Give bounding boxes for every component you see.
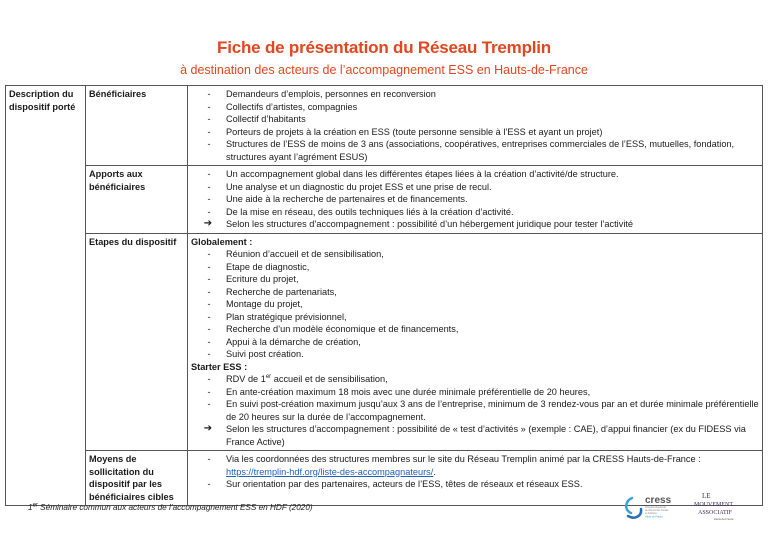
- row-label: Bénéficiaires: [86, 86, 188, 166]
- section-label: Description du dispositif porté: [6, 86, 86, 506]
- list-item: [191, 453, 759, 478]
- page-subtitle: à destination des acteurs de l’accompagnement ESS en Hauts-de-France: [180, 63, 588, 77]
- list-item-text: Appui à la démarche de création,: [226, 336, 361, 347]
- dash-marker: -: [207, 89, 211, 99]
- row-label: Etapes du dispositif: [86, 233, 188, 451]
- list-item-text: Etape de diagnostic,: [226, 261, 310, 272]
- dash-marker: -: [207, 181, 211, 192]
- list-item-text: [226, 374, 388, 384]
- list-item-text: Porteurs de projets à la création en ESS (toute personne sensible à l’ESS et ayant un projet): [226, 126, 603, 137]
- table-row-apports: [6, 166, 763, 234]
- dash-marker: -: [207, 101, 211, 112]
- list-item-text: En ante-création maximum 18 mois avec une durée minimale préférentielle de 20 heures,: [226, 386, 591, 397]
- list-item-text: Recherche d’un modèle économique et de financements,: [226, 324, 459, 334]
- list-item-text: Recherche de partenariats,: [226, 286, 337, 297]
- table-row-beneficiaires: [6, 86, 763, 166]
- footer-note: [28, 503, 313, 512]
- list-item: [191, 138, 759, 163]
- footer-text: Séminaire commun aux acteurs de l’accompagnement ESS en HDF (2020): [37, 503, 313, 512]
- bullet-list: [191, 248, 759, 361]
- list-item: [191, 348, 759, 361]
- dash-marker: -: [207, 126, 211, 137]
- list-item: [191, 286, 759, 299]
- dash-marker: -: [207, 399, 211, 409]
- list-item: [191, 113, 759, 126]
- list-item-text: Ecriture du projet,: [226, 274, 299, 284]
- cress-line: Chambre Régionale: [645, 506, 667, 509]
- text-before: RDV de 1: [226, 374, 266, 384]
- list-item-text: En suivi post-création maximum jusqu’aux 3 ans de l’entreprise, minimum de 3 rendez-vous par an et durée minimale préférentielle de 20 heures sur la durée de l’accompagnement.: [226, 399, 759, 422]
- list-item: [191, 423, 759, 448]
- list-item: [191, 386, 759, 399]
- list-item: [191, 336, 759, 349]
- bullet-list: [191, 168, 759, 231]
- list-item: [191, 126, 759, 139]
- page-title: Fiche de présentation du Réseau Tremplin: [217, 38, 551, 57]
- list-item-text: Selon les structures d’accompagnement : possibilité d’un hébergement juridique pour tester l’activité: [226, 219, 634, 229]
- list-item: [191, 218, 759, 231]
- bullet-list: [191, 373, 759, 448]
- dash-marker: -: [207, 324, 211, 334]
- row-content: [188, 86, 763, 166]
- row-content: [188, 166, 763, 234]
- lma-line1: LE: [702, 492, 711, 500]
- dash-marker: -: [207, 479, 211, 489]
- footer-superscript: er: [32, 502, 38, 509]
- list-item-text: Réunion d’accueil et de sensibilisation,: [226, 249, 384, 259]
- lma-region: Hauts-de-France: [714, 518, 734, 521]
- footer-prefix: 1: [28, 503, 33, 512]
- dash-marker: -: [207, 206, 211, 217]
- list-item: [191, 206, 759, 219]
- row-label: Moyens de sollicitation du dispositif par les bénéficiaires cibles: [86, 451, 188, 506]
- list-item: [191, 261, 759, 274]
- dash-marker: -: [207, 349, 211, 359]
- cress-line: de l'Économie Sociale: [645, 509, 669, 512]
- cress-line: Hauts-de-France: [645, 515, 663, 519]
- list-item-text: Collectifs d’artistes, compagnies: [226, 101, 358, 112]
- bullet-list: [191, 88, 759, 163]
- list-item-text: Plan stratégique prévisionnel,: [226, 311, 347, 322]
- list-item: [191, 181, 759, 194]
- list-item: [191, 323, 759, 336]
- table-row-etapes: [6, 233, 763, 451]
- tremplin-link[interactable]: https://tremplin-hdf.org/liste-des-accompagnateurs/: [226, 466, 434, 477]
- row-label: Apports aux bénéficiaires: [86, 166, 188, 234]
- list-item-text: Une analyse et un diagnostic du projet ESS et une prise de recul.: [226, 181, 492, 192]
- dash-marker: -: [207, 249, 211, 259]
- list-item: [191, 273, 759, 286]
- list-item-text: Via les coordonnées des structures membres sur le site du Réseau Tremplin animé par la CRESS Hauts-de-France :: [226, 454, 701, 464]
- dash-marker: -: [207, 114, 211, 124]
- list-item-text: Demandeurs d’emplois, personnes en reconversion: [226, 89, 436, 99]
- dash-marker: -: [207, 194, 211, 204]
- dash-marker: -: [207, 286, 211, 297]
- list-item: [191, 101, 759, 114]
- bullet-list: [191, 453, 759, 491]
- dash-marker: -: [207, 139, 211, 149]
- arrow-right-icon: ➔: [203, 423, 213, 434]
- mouvement-associatif-icon: [692, 490, 742, 524]
- list-item: [191, 373, 759, 386]
- list-item-text: Sur orientation par des partenaires, acteurs de l’ESS, têtes de réseaux et réseaux ESS.: [226, 479, 583, 489]
- cress-wordmark: cress: [645, 495, 672, 506]
- list-item-text: Collectif d’habitants: [226, 114, 306, 124]
- list-item: [191, 88, 759, 101]
- dash-marker: -: [207, 454, 211, 464]
- lma-line2: MOUVEMENT: [694, 502, 733, 508]
- list-item: [191, 478, 759, 491]
- list-item-text: Un accompagnement global dans les différentes étapes liées à la création d’activité/de structure.: [226, 169, 619, 179]
- cress-swirl-icon: [622, 492, 684, 522]
- dash-marker: -: [207, 274, 211, 284]
- lma-line3: ASSOCIATIF: [698, 510, 733, 516]
- group-heading: Starter ESS :: [191, 361, 248, 372]
- list-item: [191, 248, 759, 261]
- dash-marker: -: [207, 169, 211, 179]
- dash-marker: -: [207, 311, 211, 322]
- text-after: accueil et de sensibilisation,: [271, 374, 388, 384]
- list-item-text: Une aide à la recherche de partenaires et de financements.: [226, 194, 468, 204]
- superscript: er: [265, 373, 272, 380]
- dash-marker: -: [207, 299, 211, 309]
- group-heading: Globalement :: [191, 236, 253, 247]
- dash-marker: -: [207, 386, 211, 397]
- list-item: [191, 168, 759, 181]
- list-item: [191, 298, 759, 311]
- mouvement-associatif-logo: [692, 490, 742, 524]
- cress-logo: [622, 492, 684, 522]
- list-item-text: De la mise en réseau, des outils techniques liés à la création d’activité.: [226, 206, 514, 217]
- dash-marker: -: [207, 336, 211, 347]
- list-item: [191, 398, 759, 423]
- list-item-text: Structures de l’ESS de moins de 3 ans (associations, coopératives, entreprises commerciales de l’ESS, mutuelles, fondation, structures ayant l’agrément ESUS): [226, 139, 735, 162]
- list-item-text: Selon les structures d’accompagnement : possibilité de « test d’activités » (exemple : CAE), d’appui financier (ex du FIDESS via France Active): [226, 424, 746, 447]
- list-item-text: Montage du projet,: [226, 299, 303, 309]
- list-item: [191, 193, 759, 206]
- list-item: [191, 311, 759, 324]
- link-suffix: .: [433, 466, 436, 477]
- dash-marker: -: [207, 261, 211, 272]
- dash-marker: -: [207, 374, 211, 384]
- row-content: [188, 233, 763, 451]
- arrow-right-icon: ➔: [203, 218, 213, 229]
- cress-line: et Solidaire: [645, 512, 657, 515]
- list-item-text: Suivi post création.: [226, 349, 304, 359]
